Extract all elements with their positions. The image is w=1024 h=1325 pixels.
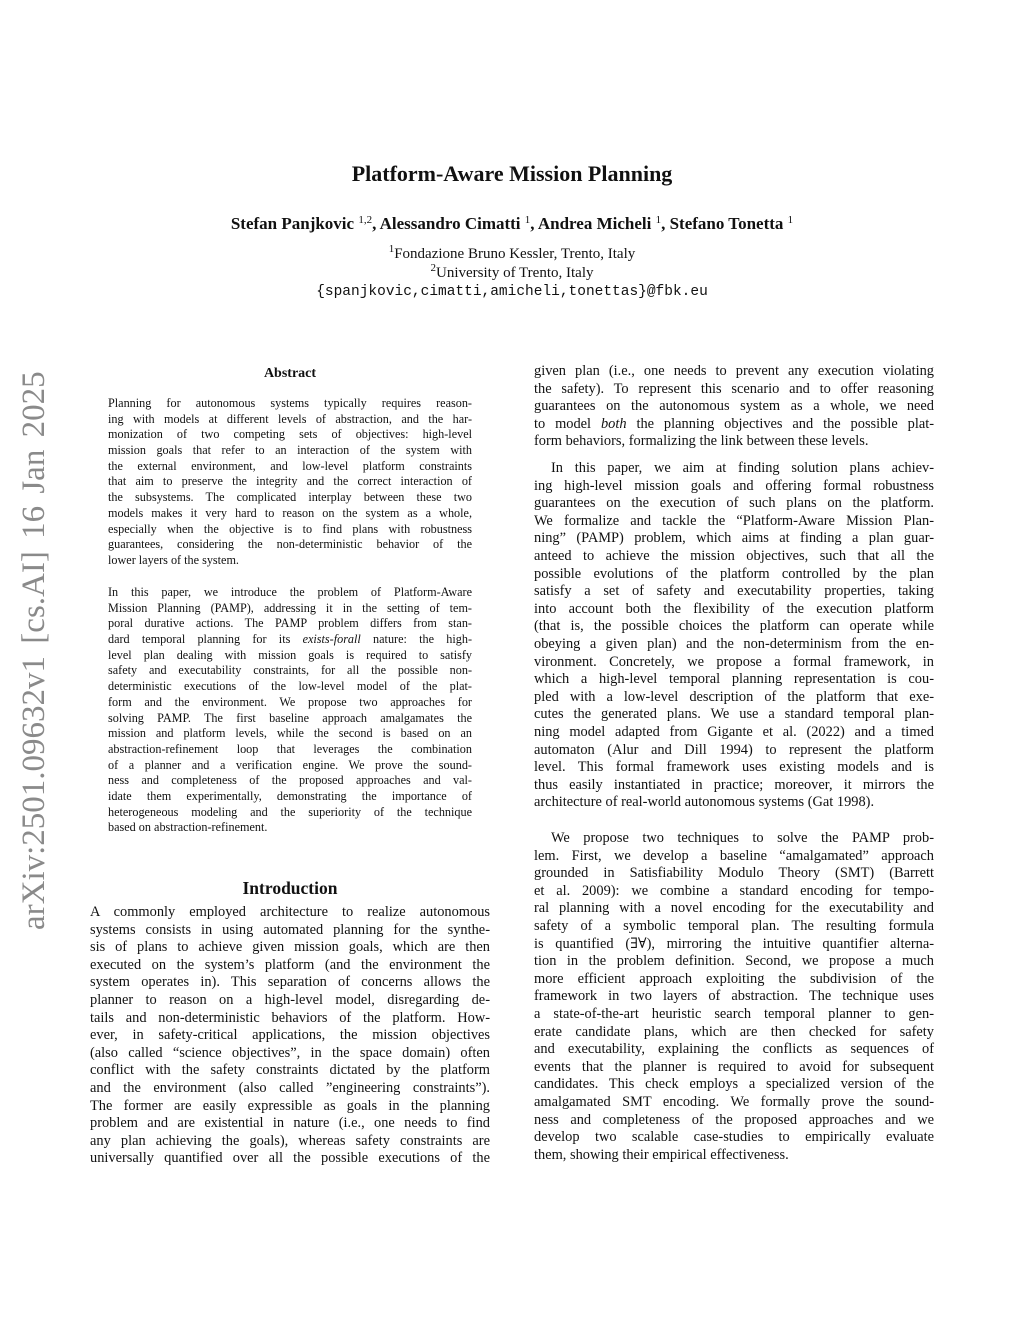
text-line: mission and platform levels, while the second is based on an [108,726,472,741]
text-line: level. This formal framework uses existing models and is [534,759,934,776]
text-line: We propose two techniques to solve the PAMP prob- [551,830,934,846]
text-line: the external environment, and low-level platform constraints [108,458,472,473]
introduction-right-paragraph-2 [534,460,934,812]
author-list: Stefan Panjkovic $^{1,2}$, Alessandro Cimatti $^1$, Andrea Micheli $^1$, Stefano Tonetta $^1$ [230,214,794,233]
text-line: The former are easily expressible as goals in the planning [90,1097,490,1114]
affiliation-mark: 1 [388,243,395,255]
text-line: ning model adapted from Gigante et al. (2022) and a timed [534,723,934,740]
text-line: lem. First, we develop a baseline “amalgamated” approach [534,847,934,864]
text-line: executed on the system’s platform (and the environment the [90,956,490,973]
text-line: into account both the flexibility of the execution platform [534,600,934,617]
text-line: tails and non-deterministic behaviors of the platform. How- [90,1009,490,1026]
text-line: ness and completeness of the proposed approaches and we [534,1111,934,1128]
text-line: especially when the objective is to find plans with robustness [108,521,472,536]
author-name: Stefan Panjkovic [230,214,355,233]
text-line: level plan dealing with mission goals is required to satisfy [108,647,472,662]
text-line: and the environment (also called ”engineering constraints”). [90,1079,490,1096]
text-line: that aim to preserve the integrity and the correct interaction of [108,474,472,489]
text-line: ning” (PAMP) problem, which aims at finding a plan guar- [534,530,934,547]
author-affiliation-mark: 1,2 [358,214,373,226]
text-line: guarantees on the execution of such plans on the platform. [534,495,934,512]
text-line: the safety). To represent this scenario and to offer reasoning [534,380,934,397]
abstract-paragraph-1 [108,396,472,569]
text-line: universally quantified over all the possible executions of the [90,1150,490,1167]
author-name: Alessandro Cimatti [379,214,521,233]
text-line: form and the environment. We propose two approaches for [108,694,472,709]
text-line: ever, in safety-critical applications, the mission objectives [90,1027,490,1044]
affiliation: $^2$University of Trento, Italy [430,262,594,281]
text-line: safety of a symbolic temporal plan. The resulting formula [534,917,934,934]
text-line: (that is, the possible choices the platform can operate while [534,618,934,635]
text-line: of a planner and a verification engine. We prove the sound- [108,757,472,772]
text-line: We formalize and tackle the “Platform-Aware Mission Plan- [534,512,934,529]
text-line: system operates in). This separation of concerns allows the [90,974,490,991]
text-line: automaton (Alur and Dill 1994) to represent the platform [534,741,934,758]
text-line: guarantees, considering the non-deterministic behavior of the [108,537,472,552]
text-line: safety and executability constraints, for all the possible non- [108,663,472,678]
text-line: sis of plans to achieve given mission goals, which are then [90,939,490,956]
text-line: based on abstraction-refinement. [108,820,268,835]
text-line: anteed to achieve the mission objectives, such that all the [534,547,934,564]
text-line: planner to reason on a high-level model, disregarding de- [90,991,490,1008]
text-line: poral durative actions. The PAMP problem differs from stan- [108,616,472,631]
text-line: satisfy a set of safety and executability properties, taking [534,583,934,600]
author-emails: {spanjkovic,cimatti,amicheli,tonettas}@fbk.eu [316,284,708,300]
author-name: Andrea Micheli [537,214,652,233]
text-line: which a high-level temporal planning representation is cou- [534,671,934,688]
text-line: erate candidate plans, which are then checked for safety [534,1023,934,1040]
text-line: tion in the problem definition. Second, we propose a much [534,953,934,970]
text-line: et al. 2009): we combine a standard encoding for tempo- [534,882,934,899]
text-line: monization of two competing sets of objectives: high-level [108,427,472,442]
arxiv-identifier: arXiv:2501.09632v1 [cs.AI] 16 Jan 2025 [16,371,52,930]
text-line: thus easily instantiated in practice; moreover, it mirrors the [534,776,934,793]
text-line: A commonly employed architecture to realize autonomous [90,904,490,920]
text-line: heterogeneous modeling and the superiority of the technique [108,804,472,819]
text-line: amalgamated SMT encoding. We formally prove the sound- [534,1093,934,1110]
introduction-right-paragraph-1 [534,363,934,451]
text-line: dard temporal planning for its exists-forall nature: the high- [108,632,472,647]
text-line: Planning for autonomous systems typically requires reason- [108,396,472,410]
text-line: systems consists in using automated planning for the synthe- [90,921,490,938]
text-line: ing high-level mission goals and offering formal robustness [534,477,934,494]
text-line: form behaviors, formalizing the link between these levels. [534,433,869,450]
text-line: deterministic executions of the low-level model of the plat- [108,679,472,694]
emphasized-term: exists-forall [302,632,361,647]
text-line: develop two scalable case-studies to empirically evaluate [534,1129,934,1146]
emphasized-term: both [600,415,627,432]
author-affiliation-mark: 1 [787,214,794,226]
abstract-paragraph-2 [108,585,472,836]
text-line: possible evolutions of the platform controlled by the plan [534,565,934,582]
text-line: (also called “science objectives”, in the space domain) often [90,1044,490,1061]
author-name: Stefano Tonetta [669,214,784,233]
introduction-left-column [90,904,490,1168]
text-line: conflict with the safety constraints dictated by the platform [90,1062,490,1079]
introduction-right-paragraph-3 [534,830,934,1164]
paper-title: Platform-Aware Mission Planning [351,161,673,186]
text-line: problem and are existential in nature (i.e., one needs to find [90,1115,490,1132]
text-line: cutes the generated plans. We use a standard temporal plan- [534,706,934,723]
text-line: framework in two layers of abstraction. The technique uses [534,988,934,1005]
text-line: is quantified (∃∀), mirroring the intuitive quantifier alterna- [534,935,934,952]
text-line: In this paper, we introduce the problem of Platform-Aware [108,585,472,599]
text-line: the subsystems. The complicated interplay between these two [108,490,472,505]
text-line: ing with models at different levels of abstraction, and the har- [108,411,472,426]
section-heading-introduction: Introduction [242,878,338,898]
text-line: lower layers of the system. [108,552,239,567]
text-line: solving PAMP. The first baseline approach amalgamates the [108,710,472,725]
text-line: events that the planner is required to avoid for subsequent [534,1058,934,1075]
text-line: more efficient approach exploiting the subdivision of the [534,970,934,987]
text-line: In this paper, we aim at finding solution plans achiev- [551,460,934,476]
affiliation-mark: 2 [430,262,436,274]
text-line: idate them experimentally, demonstrating the importance of [108,788,472,803]
text-line: Mission Planning (PAMP), addressing it in the setting of tem- [108,600,472,615]
text-line: ness and completeness of the proposed approaches and val- [108,773,472,788]
abstract-heading: Abstract [263,366,317,381]
text-line: given plan (i.e., one needs to prevent any execution violating [534,363,934,379]
text-line: architecture of real-world autonomous systems (Gat 1998). [534,794,875,811]
text-line: to model both the planning objectives and the possible plat- [534,415,934,432]
text-line: any plan achieving the goals), whereas safety constraints are [90,1132,490,1149]
text-line: obeying a given plan) and the non-determinism from the en- [534,635,934,652]
text-line: ral planning with a novel encoding for the executability and [534,900,934,917]
text-line: grounded in Satisfiability Modulo Theory (SMT) (Barrett [534,865,934,882]
text-line: mission goals that refer to an interaction of the system with [108,443,472,458]
text-line: a state-of-the-art heuristic search temporal planner to gen- [534,1005,934,1022]
text-line: models makes it very hard to reason on the system as a whole, [108,505,472,520]
text-line: and executability, explaining the conflicts as sequences of [534,1041,934,1058]
author-affiliation-mark: 1 [524,214,531,226]
text-line: candidates. This check employs a specialized version of the [534,1076,934,1093]
author-affiliation-mark: 1 [655,214,662,226]
affiliation: $^1$Fondazione Bruno Kessler, Trento, Italy [388,243,636,262]
text-line: guarantees on the autonomous system as a whole, we need [534,398,934,415]
text-line: abstraction-refinement loop that leverages the combination [108,741,472,756]
text-line: pled with a low-level description of the platform that exe- [534,688,934,705]
text-line: vironment. Concretely, we propose a formal framework, in [534,653,934,670]
text-line: them, showing their empirical effectiveness. [534,1146,789,1163]
